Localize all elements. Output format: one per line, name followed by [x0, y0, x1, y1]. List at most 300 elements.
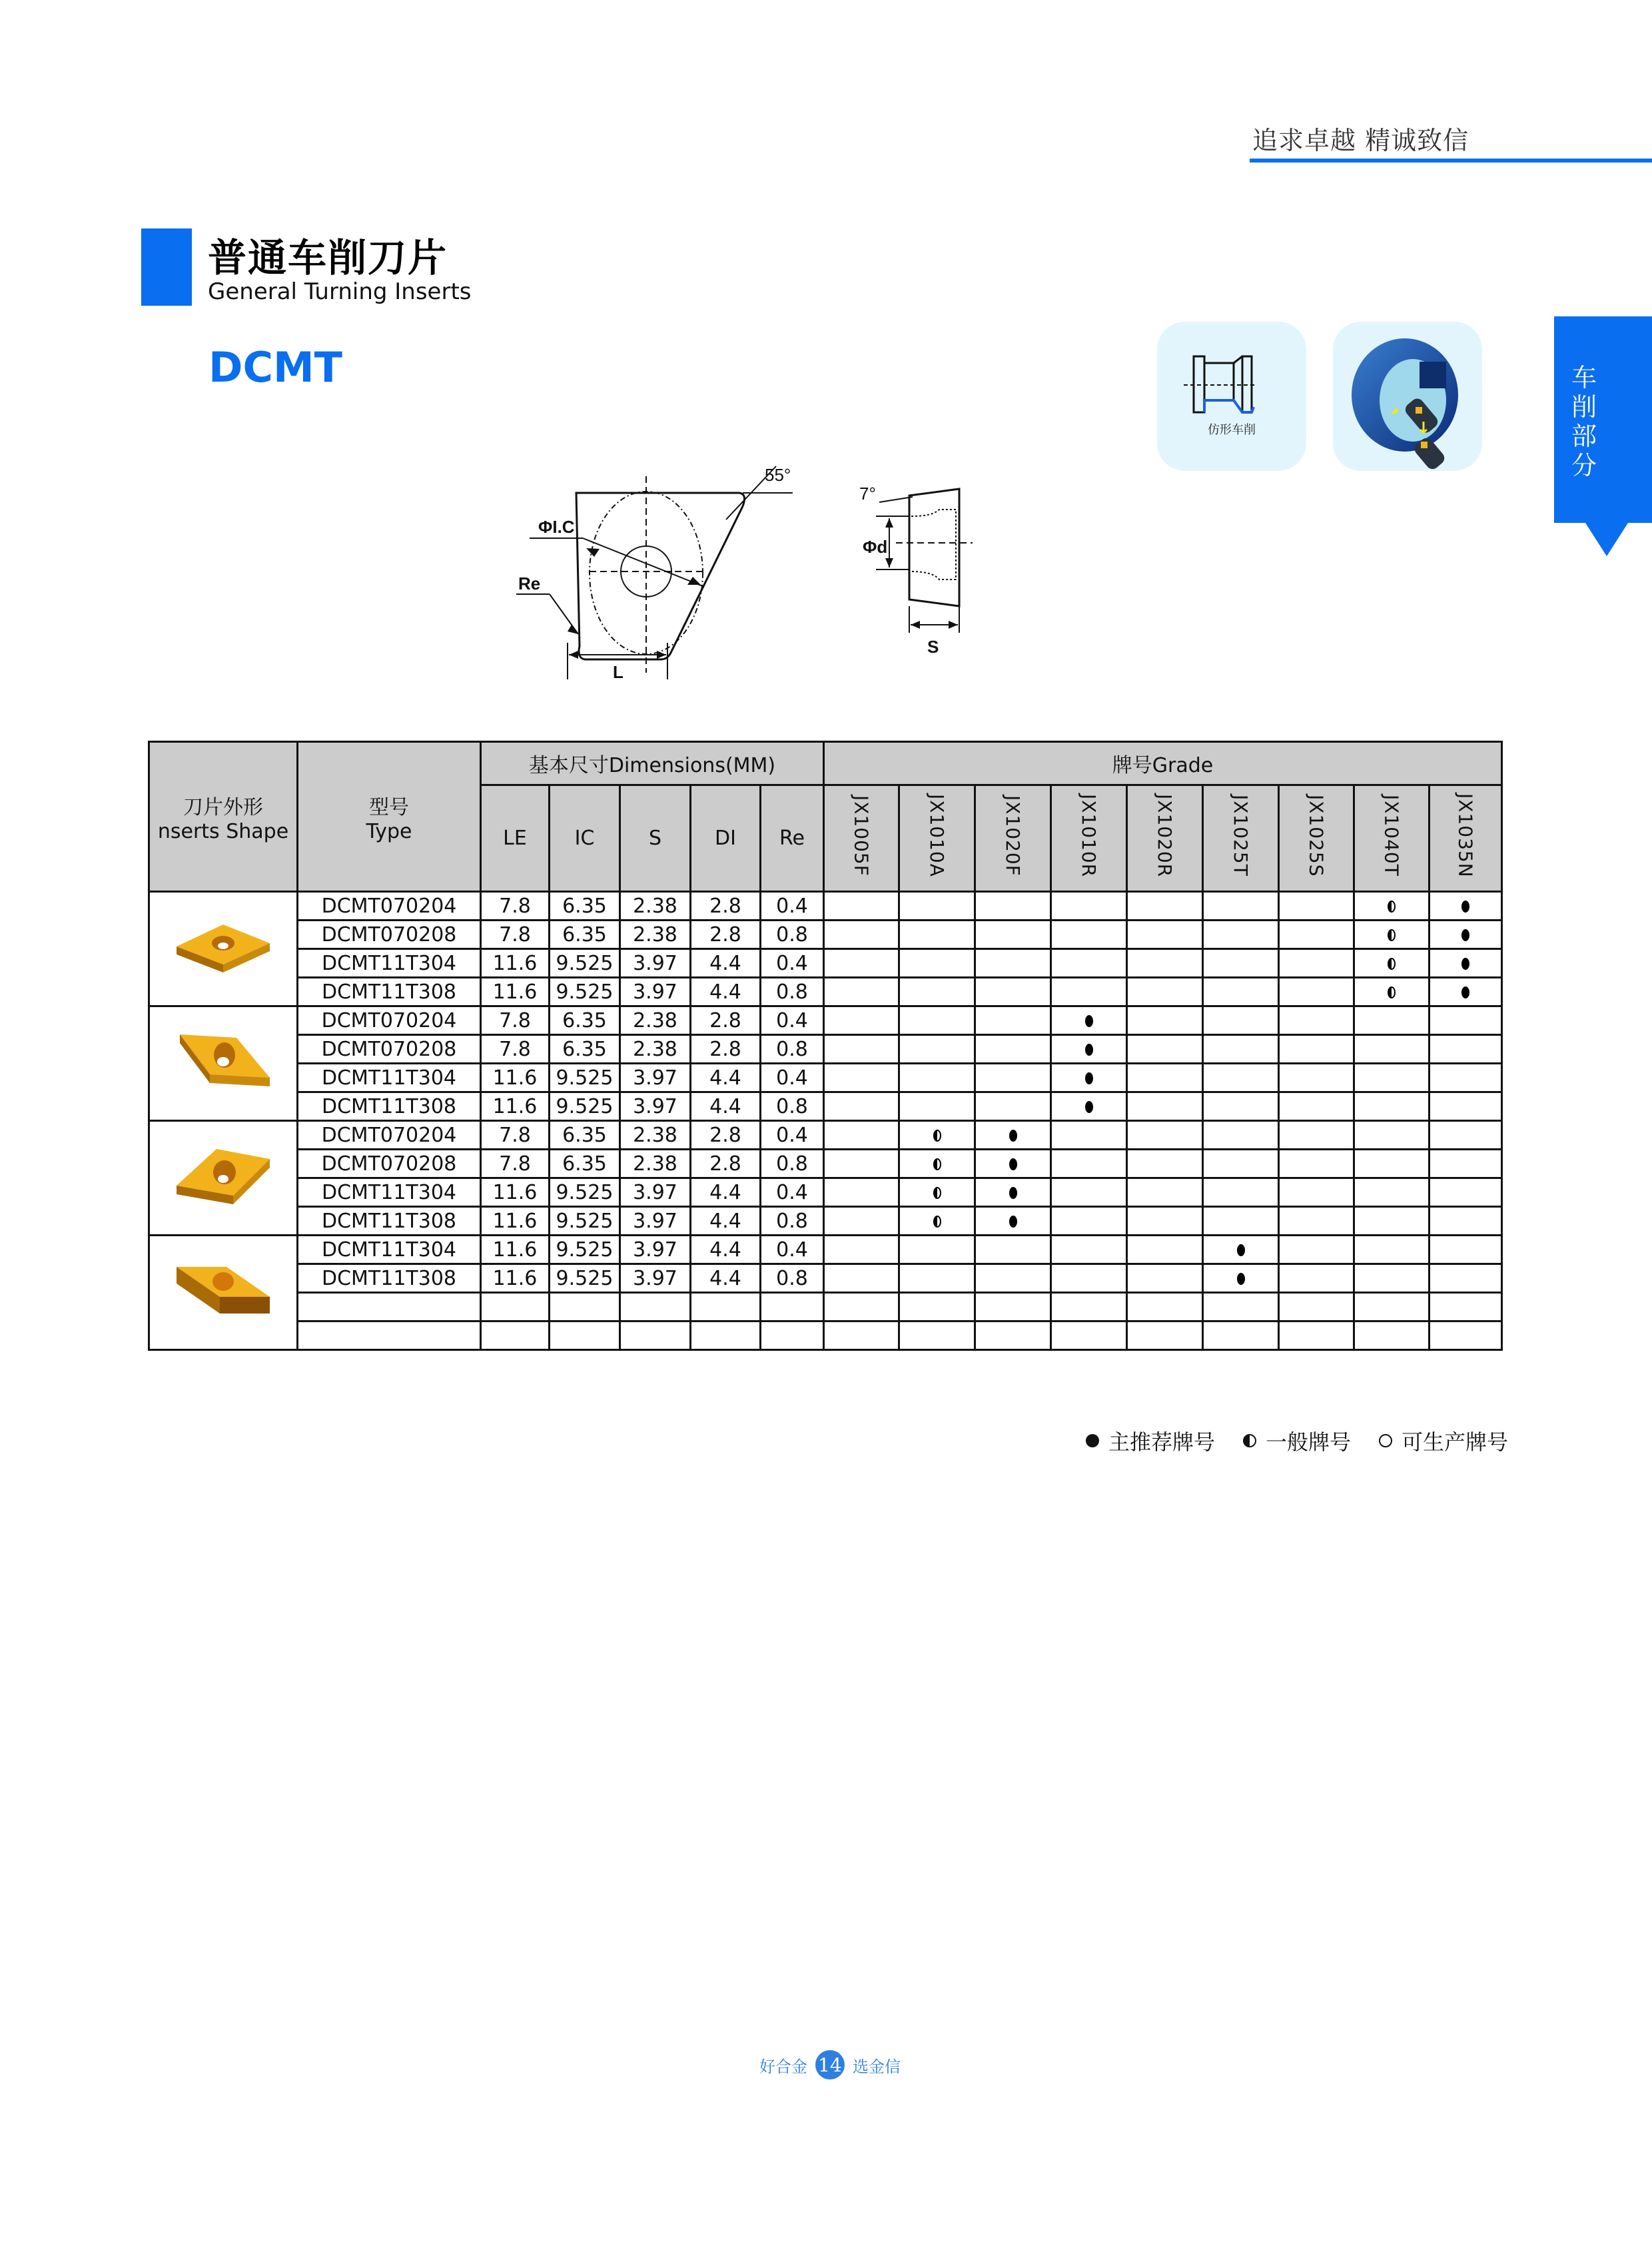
dim-cell-ic: 9.525	[550, 1092, 620, 1121]
dim-cell-ic: 9.525	[550, 1178, 620, 1207]
dcmt-insert-flat-icon	[170, 1309, 276, 1332]
type-cell: DCMT11T308	[298, 1264, 481, 1293]
grade-cell	[1127, 1178, 1203, 1207]
grade-cell	[1354, 1121, 1430, 1150]
grade-cell	[824, 1207, 899, 1236]
section-tab-char: 削	[1571, 392, 1597, 422]
grade-cell	[1127, 1264, 1203, 1293]
grade-cell	[1430, 1264, 1502, 1293]
grade-cell	[975, 1150, 1051, 1178]
grade-cell	[824, 921, 899, 949]
dim-cell-s: 2.38	[620, 921, 691, 949]
header-grade-col: JX1035N	[1430, 785, 1502, 892]
page-number: 14	[815, 2050, 845, 2079]
grade-cell	[1127, 921, 1203, 949]
half-dot-icon	[1388, 986, 1396, 998]
diagram-label-s: S	[927, 637, 939, 657]
type-cell	[298, 1293, 481, 1321]
grade-cell	[1051, 892, 1127, 921]
insert-shape-image	[149, 1006, 298, 1121]
header-shape-en: nserts Shape	[157, 819, 289, 843]
table-row	[149, 949, 1502, 978]
grade-cell	[1203, 892, 1279, 921]
grade-cell	[824, 1092, 899, 1121]
table-row	[149, 1064, 1502, 1092]
insert-shape-image	[149, 892, 298, 1006]
dim-cell-s: 3.97	[620, 1207, 691, 1236]
section-tab-char: 分	[1571, 451, 1597, 480]
grade-cell	[1430, 1178, 1502, 1207]
grade-cell	[1430, 978, 1502, 1006]
grade-cell	[1279, 1064, 1354, 1092]
header-grade-col: JX1010A	[899, 785, 975, 892]
dim-cell-le: 7.8	[481, 921, 550, 949]
dim-cell-di: 2.8	[691, 921, 761, 949]
dim-cell-re: 0.8	[761, 1264, 824, 1293]
type-cell: DCMT11T304	[298, 1236, 481, 1264]
header-divider	[1250, 159, 1652, 163]
full-dot-icon	[1085, 1015, 1093, 1027]
header-dim-re: Re	[761, 785, 824, 892]
dim-cell-le: 11.6	[481, 1207, 550, 1236]
grade-cell	[1430, 1321, 1502, 1350]
section-tab-turning[interactable]	[1554, 316, 1652, 523]
grade-cell	[1354, 1236, 1430, 1264]
grade-cell	[824, 1293, 899, 1321]
dim-cell-le: 11.6	[481, 949, 550, 978]
grade-cell	[1051, 1035, 1127, 1064]
dim-cell-di: 2.8	[691, 892, 761, 921]
profile-turning-label: 仿形车削	[1208, 423, 1256, 437]
header-type-en: Type	[366, 819, 412, 843]
half-dot-icon	[933, 1158, 941, 1170]
dim-cell-le: 11.6	[481, 978, 550, 1006]
header-dim-ic: IC	[550, 785, 620, 892]
header-dim-di: DI	[691, 785, 761, 892]
dim-cell-re	[761, 1293, 824, 1321]
dim-cell-di: 2.8	[691, 1035, 761, 1064]
grade-cell	[1127, 1321, 1203, 1350]
type-cell: DCMT11T304	[298, 1178, 481, 1207]
grade-cell	[1051, 1064, 1127, 1092]
grade-cell	[1127, 1150, 1203, 1178]
dim-cell-re: 0.8	[761, 1035, 824, 1064]
dim-cell-di: 2.8	[691, 1150, 761, 1178]
grade-cell	[1430, 1207, 1502, 1236]
grade-cell	[1430, 1092, 1502, 1121]
grade-cell	[899, 1207, 975, 1236]
grade-cell	[1279, 1178, 1354, 1207]
header-grade-col: JX1005F	[824, 785, 899, 892]
grade-cell	[1354, 1293, 1430, 1321]
grade-cell	[899, 1264, 975, 1293]
type-cell: DCMT070208	[298, 921, 481, 949]
dim-cell-s	[620, 1293, 691, 1321]
grade-cell	[824, 1264, 899, 1293]
type-cell	[298, 1321, 481, 1350]
footer-right-text: 选金信	[853, 2057, 901, 2076]
grade-cell	[1430, 949, 1502, 978]
grade-cell	[975, 1006, 1051, 1035]
dim-cell-le: 7.8	[481, 1121, 550, 1150]
insert-shape-image	[149, 1236, 298, 1350]
grade-cell	[975, 1178, 1051, 1207]
model-heading: DCMT	[208, 343, 342, 392]
dim-cell-le	[481, 1293, 550, 1321]
grade-cell	[824, 1236, 899, 1264]
grade-cell	[975, 1207, 1051, 1236]
diagram-label-angle-7: 7°	[859, 484, 876, 504]
dim-cell-re: 0.8	[761, 978, 824, 1006]
half-dot-icon	[1243, 1434, 1256, 1447]
grade-cell	[975, 921, 1051, 949]
dim-cell-le: 11.6	[481, 1236, 550, 1264]
half-dot-icon	[1388, 958, 1396, 970]
grade-cell	[1127, 1236, 1203, 1264]
full-dot-icon	[1237, 1244, 1245, 1256]
header-dimensions: 基本尺寸Dimensions(MM)	[481, 742, 824, 785]
grade-cell	[1203, 1207, 1279, 1236]
grade-cell	[1279, 949, 1354, 978]
type-cell: DCMT070208	[298, 1150, 481, 1178]
grade-cell	[975, 978, 1051, 1006]
header-dim-s: S	[620, 785, 691, 892]
table-row	[149, 1236, 1502, 1264]
dim-cell-s: 2.38	[620, 1006, 691, 1035]
half-dot-icon	[1388, 929, 1396, 941]
table-row	[149, 1321, 1502, 1350]
dim-cell-di	[691, 1321, 761, 1350]
full-dot-icon	[1009, 1158, 1017, 1170]
full-dot-icon	[1085, 1072, 1093, 1084]
full-dot-icon	[1009, 1187, 1017, 1199]
grade-cell	[899, 1092, 975, 1121]
diagram-label-re: Re	[518, 573, 541, 593]
dim-cell-s: 3.97	[620, 1264, 691, 1293]
grade-cell	[1051, 1321, 1127, 1350]
grade-cell	[1203, 1236, 1279, 1264]
table-row	[149, 1092, 1502, 1121]
grade-cell	[1354, 1321, 1430, 1350]
grade-cell	[1051, 921, 1127, 949]
header-grade-col: JX1025T	[1203, 785, 1279, 892]
grade-cell	[1279, 1121, 1354, 1150]
grade-cell	[1051, 1293, 1127, 1321]
grade-cell	[899, 921, 975, 949]
grade-cell	[1279, 978, 1354, 1006]
grade-cell	[899, 1178, 975, 1207]
full-dot-icon	[1461, 901, 1469, 913]
type-cell: DCMT11T308	[298, 1092, 481, 1121]
grade-cell	[975, 1321, 1051, 1350]
dim-cell-ic: 6.35	[550, 1150, 620, 1178]
grade-cell	[1051, 978, 1127, 1006]
grade-cell	[1127, 892, 1203, 921]
empty-dot-icon	[1379, 1434, 1392, 1447]
grade-cell	[1127, 949, 1203, 978]
type-cell: DCMT11T304	[298, 1064, 481, 1092]
grade-cell	[1430, 1150, 1502, 1178]
section-tab-pointer	[1585, 523, 1628, 556]
page-title-cn: 普通车削刀片	[208, 235, 448, 280]
table-row	[149, 978, 1502, 1006]
header-grade-col: JX1010R	[1051, 785, 1127, 892]
internal-turning-illustration	[1333, 322, 1482, 471]
title-accent-bar	[141, 228, 192, 306]
grade-cell	[1127, 1006, 1203, 1035]
grade-cell	[975, 1035, 1051, 1064]
grade-cell	[1430, 1006, 1502, 1035]
grade-cell	[1051, 949, 1127, 978]
grade-cell	[1203, 1092, 1279, 1121]
grade-cell	[1279, 921, 1354, 949]
grade-cell	[975, 1064, 1051, 1092]
dim-cell-di: 4.4	[691, 1178, 761, 1207]
header-type	[298, 742, 481, 892]
dim-cell-re: 0.4	[761, 1006, 824, 1035]
grade-cell	[899, 1006, 975, 1035]
grade-cell	[1354, 1035, 1430, 1064]
grade-cell	[1354, 1150, 1430, 1178]
grade-cell	[1203, 1264, 1279, 1293]
grade-cell	[899, 1121, 975, 1150]
header-type-cn: 型号	[369, 795, 409, 819]
grade-cell	[1279, 892, 1354, 921]
dim-cell-di	[691, 1293, 761, 1321]
legend-item-general: 一般牌号	[1243, 1425, 1351, 1456]
dcmt-insert-chipbreaker-1-icon	[170, 958, 276, 982]
grade-cell	[1127, 1207, 1203, 1236]
grade-cell	[1203, 1121, 1279, 1150]
header-shape	[149, 742, 298, 892]
profile-turning-icon	[1157, 322, 1306, 422]
grade-cell	[1279, 1293, 1354, 1321]
dim-cell-ic: 9.525	[550, 1064, 620, 1092]
grade-cell	[1051, 1006, 1127, 1035]
dim-cell-s	[620, 1321, 691, 1350]
dim-cell-ic: 9.525	[550, 949, 620, 978]
grade-cell	[824, 1006, 899, 1035]
grade-cell	[1051, 1236, 1127, 1264]
dim-cell-ic: 9.525	[550, 1264, 620, 1293]
grade-cell	[1430, 1064, 1502, 1092]
diagram-label-ic: ΦI.C	[538, 517, 575, 537]
dim-cell-s: 2.38	[620, 1150, 691, 1178]
footer-left-text: 好合金	[759, 2057, 807, 2076]
type-cell: DCMT070204	[298, 1006, 481, 1035]
dim-cell-s: 3.97	[620, 1178, 691, 1207]
grade-cell	[1354, 921, 1430, 949]
legend-item-recommended: 主推荐牌号	[1086, 1425, 1215, 1456]
dim-cell-ic: 6.35	[550, 892, 620, 921]
full-dot-icon	[1009, 1130, 1017, 1142]
dim-cell-ic: 6.35	[550, 1121, 620, 1150]
grade-cell	[975, 1121, 1051, 1150]
dim-cell-ic: 9.525	[550, 1236, 620, 1264]
grade-cell	[1279, 1207, 1354, 1236]
grade-legend	[1086, 1425, 1521, 1456]
dim-cell-le: 11.6	[481, 1064, 550, 1092]
grade-cell	[1127, 1121, 1203, 1150]
dim-cell-s: 2.38	[620, 1035, 691, 1064]
grade-cell	[899, 892, 975, 921]
grade-cell	[1051, 1121, 1127, 1150]
header-grade-col: JX1040T	[1354, 785, 1430, 892]
type-cell: DCMT11T308	[298, 1207, 481, 1236]
grade-cell	[1430, 1121, 1502, 1150]
grade-cell	[1127, 1035, 1203, 1064]
type-cell: DCMT070204	[298, 1121, 481, 1150]
grade-cell	[1203, 978, 1279, 1006]
insert-specs-table	[148, 741, 1503, 1351]
grade-cell	[975, 892, 1051, 921]
dim-cell-di: 4.4	[691, 1264, 761, 1293]
dim-cell-re: 0.4	[761, 1178, 824, 1207]
dim-cell-s: 3.97	[620, 949, 691, 978]
grade-cell	[824, 1150, 899, 1178]
grade-cell	[1430, 892, 1502, 921]
table-row	[149, 892, 1502, 921]
diagram-label-d: Φd	[863, 537, 888, 557]
type-cell: DCMT11T304	[298, 949, 481, 978]
dim-cell-ic	[550, 1293, 620, 1321]
section-tab-char: 车	[1571, 363, 1597, 392]
grade-cell	[1203, 1064, 1279, 1092]
grade-cell	[1127, 1293, 1203, 1321]
dim-cell-s: 2.38	[620, 1121, 691, 1150]
grade-cell	[1354, 1178, 1430, 1207]
grade-cell	[824, 892, 899, 921]
dim-cell-le: 7.8	[481, 1035, 550, 1064]
dim-cell-re: 0.8	[761, 1150, 824, 1178]
dim-cell-di: 4.4	[691, 949, 761, 978]
dim-cell-le: 11.6	[481, 1264, 550, 1293]
grade-cell	[1203, 1035, 1279, 1064]
grade-cell	[1051, 1178, 1127, 1207]
dim-cell-le	[481, 1321, 550, 1350]
dim-cell-ic: 6.35	[550, 921, 620, 949]
grade-cell	[899, 1236, 975, 1264]
grade-cell	[1430, 1035, 1502, 1064]
header-dim-le: LE	[481, 785, 550, 892]
grade-cell	[1127, 1064, 1203, 1092]
type-cell: DCMT11T308	[298, 978, 481, 1006]
grade-cell	[1354, 1006, 1430, 1035]
grade-cell	[899, 949, 975, 978]
half-dot-icon	[933, 1216, 941, 1228]
grade-cell	[1354, 892, 1430, 921]
grade-cell	[1354, 1092, 1430, 1121]
dim-cell-di: 2.8	[691, 1006, 761, 1035]
half-dot-icon	[933, 1187, 941, 1199]
dim-cell-ic: 9.525	[550, 978, 620, 1006]
page-footer	[759, 2050, 901, 2079]
diagram-label-l: L	[613, 662, 623, 682]
grade-cell	[1354, 1207, 1430, 1236]
grade-cell	[824, 978, 899, 1006]
dim-cell-ic: 6.35	[550, 1035, 620, 1064]
grade-cell	[1279, 1150, 1354, 1178]
grade-cell	[899, 1064, 975, 1092]
type-cell: DCMT070204	[298, 892, 481, 921]
grade-cell	[1203, 1293, 1279, 1321]
grade-cell	[1203, 1150, 1279, 1178]
grade-cell	[824, 1121, 899, 1150]
type-cell: DCMT070208	[298, 1035, 481, 1064]
dim-cell-s: 3.97	[620, 1092, 691, 1121]
table-row	[149, 1264, 1502, 1293]
profile-turning-card	[1157, 322, 1306, 471]
legend-item-producible: 可生产牌号	[1379, 1425, 1508, 1456]
half-dot-icon	[933, 1130, 941, 1142]
dim-cell-le: 11.6	[481, 1178, 550, 1207]
dim-cell-di: 4.4	[691, 1236, 761, 1264]
grade-cell	[1279, 1035, 1354, 1064]
grade-cell	[1279, 1264, 1354, 1293]
grade-cell	[975, 1236, 1051, 1264]
table-row	[149, 1178, 1502, 1207]
dim-cell-di: 4.4	[691, 978, 761, 1006]
grade-cell	[1051, 1264, 1127, 1293]
full-dot-icon	[1461, 929, 1469, 941]
grade-cell	[1279, 1006, 1354, 1035]
dim-cell-le: 7.8	[481, 892, 550, 921]
full-dot-icon	[1085, 1101, 1093, 1113]
dim-cell-re: 0.8	[761, 1207, 824, 1236]
grade-cell	[1203, 1321, 1279, 1350]
dim-cell-re: 0.4	[761, 1121, 824, 1150]
grade-cell	[1203, 921, 1279, 949]
grade-cell	[1127, 978, 1203, 1006]
grade-cell	[1354, 949, 1430, 978]
dim-cell-le: 7.8	[481, 1006, 550, 1035]
grade-cell	[1203, 1178, 1279, 1207]
grade-cell	[1430, 921, 1502, 949]
dim-cell-re: 0.8	[761, 921, 824, 949]
header-grade: 牌号Grade	[824, 742, 1502, 785]
dim-cell-di: 4.4	[691, 1092, 761, 1121]
dim-cell-di: 4.4	[691, 1064, 761, 1092]
header-grade-col: JX1020F	[975, 785, 1051, 892]
dim-cell-s: 3.97	[620, 978, 691, 1006]
dim-cell-s: 2.38	[620, 892, 691, 921]
dim-cell-re: 0.8	[761, 1092, 824, 1121]
grade-cell	[899, 1293, 975, 1321]
grade-cell	[1203, 1006, 1279, 1035]
grade-cell	[1430, 1293, 1502, 1321]
grade-cell	[899, 1150, 975, 1178]
table-row	[149, 1035, 1502, 1064]
grade-cell	[899, 1035, 975, 1064]
dim-cell-di: 4.4	[691, 1207, 761, 1236]
dim-cell-di: 2.8	[691, 1121, 761, 1150]
grade-cell	[1279, 1321, 1354, 1350]
grade-cell	[1354, 1264, 1430, 1293]
page-title-en: General Turning Inserts	[208, 278, 472, 305]
header-grade-col: JX1025S	[1279, 785, 1354, 892]
grade-cell	[1430, 1236, 1502, 1264]
table-row	[149, 1150, 1502, 1178]
dim-cell-re	[761, 1321, 824, 1350]
full-dot-icon	[1461, 986, 1469, 998]
table-row	[149, 1006, 1502, 1035]
full-dot-icon	[1237, 1273, 1245, 1285]
insert-shape-image	[149, 1121, 298, 1236]
dim-cell-re: 0.4	[761, 1064, 824, 1092]
grade-cell	[1354, 978, 1430, 1006]
grade-cell	[824, 1064, 899, 1092]
grade-cell	[1279, 1236, 1354, 1264]
